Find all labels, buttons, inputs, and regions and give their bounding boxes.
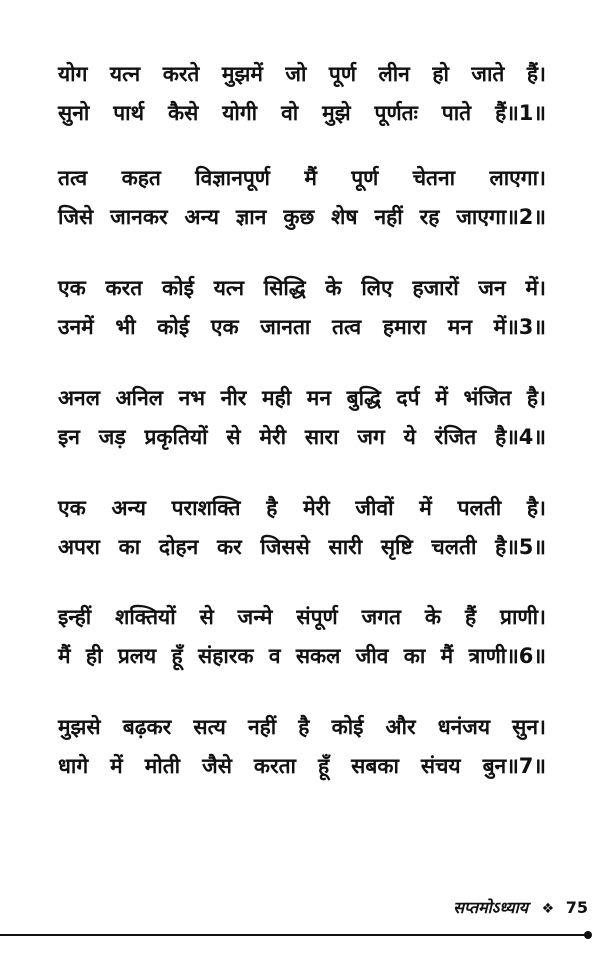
- verse-line: इन्हीं शक्तियों से जन्मे संपूर्ण जगत के हैं प्राणी।: [58, 605, 546, 629]
- footer-rule: [0, 934, 588, 936]
- verse-line: मैं ही प्रलय हूँ संहारक व सकल जीव का मैं त्राणी॥6॥: [58, 644, 546, 668]
- verse-1: [58, 55, 546, 133]
- page-number: 75: [565, 898, 588, 917]
- verse-line: धागे में मोती जैसे करता हूँ सबका संचय बुन॥7॥: [58, 754, 546, 778]
- verse-line: मुझसे बढ़कर सत्य नहीं है कोई और धनंजय सुन।: [58, 715, 546, 739]
- ornament-icon: ❖: [541, 901, 555, 917]
- verse-line: जिसे जानकर अन्य ज्ञान कुछ शेष नहीं रह जाएगा॥2॥: [58, 205, 546, 229]
- verse-line: एक अन्य पराशक्ति है मेरी जीवों में पलती है।: [58, 496, 546, 520]
- verse-line: अपरा का दोहन कर जिससे सारी सृष्टि चलती है॥5॥: [58, 535, 546, 559]
- verse-line: अनल अनिल नभ नीर मही मन बुद्धि दर्प में भंजित है।: [58, 386, 546, 410]
- verse-line: तत्व कहत विज्ञानपूर्ण मैं पूर्ण चेतना लाएगा।: [58, 166, 546, 190]
- verse-3: [58, 269, 546, 347]
- verse-5: [58, 489, 546, 567]
- verse-6: [58, 598, 546, 676]
- verse-line: उनमें भी कोई एक जानता तत्व हमारा मन में॥3॥: [58, 315, 546, 339]
- chapter-title: सप्तमोऽध्याय: [453, 898, 529, 917]
- verse-7: [58, 708, 546, 786]
- verse-line: इन जड़ प्रकृतियों से मेरी सारा जग ये रंजित है॥4॥: [58, 425, 546, 449]
- verse-line: सुनो पार्थ कैसे योगी वो मुझे पूर्णतः पाते हैं॥1॥: [58, 101, 546, 125]
- verse-line: योग यत्न करते मुझमें जो पूर्ण लीन हो जाते हैं।: [58, 62, 546, 86]
- verse-4: [58, 379, 546, 457]
- verse-line: एक करत कोई यत्न सिद्धि के लिए हजारों जन में।: [58, 276, 546, 300]
- rule-end-dot: [584, 931, 592, 939]
- page-footer: [453, 896, 588, 918]
- verse-2: [58, 159, 546, 237]
